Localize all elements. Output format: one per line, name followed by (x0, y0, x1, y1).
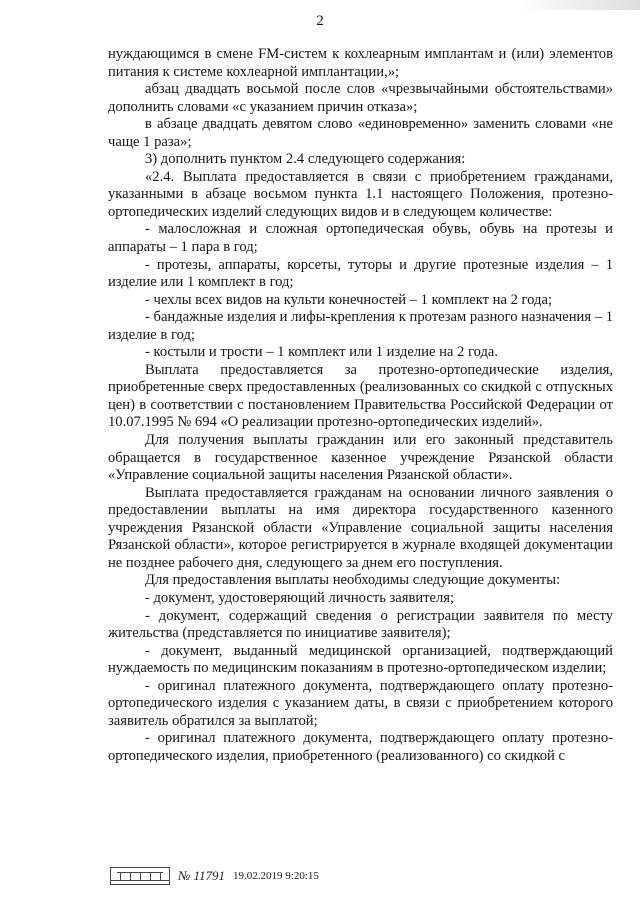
paragraph-payment: Выплата предоставляется за протезно-ортопедические изделия, приобретенные сверх предоставленных (реализованных со скидкой с отпускных цен) в соответствии с постановлением Правительства Российской Федерации от 10.07.1995 № 694 «О реализации протезно-ортопедических изделий». (108, 361, 613, 431)
list-item-crutches: - костыли и трости – 1 комплект или 1 изделие на 2 года. (145, 344, 499, 361)
list-item-bandages: - бандажные изделия и лифы-крепления к протезам разного назначения – 1 изделие в год; (108, 309, 613, 343)
doc-item-payment: - оригинал платежного документа, подтверждающего оплату протезно-ортопедического изделия с указанием даты, в связи с приобретением которого заявитель обратился за выплатой; (108, 677, 613, 729)
doc-item-payment-discount: - оригинал платежного документа, подтверждающего оплату протезно-ортопедического изделия, приобретенного (реализованного) со скидкой с (108, 730, 613, 764)
doc-datetime: 19.02.2019 9:20:15 (233, 870, 319, 882)
paragraph-statement: Выплата предоставляется гражданам на основании личного заявления о предоставлении выплаты на имя директора государственного казенного учреждения Рязанской области «Управление социальной защиты населения Рязанской области», которое регистрируется в журнале входящей документации не позднее рабочего дня, следующего за днем его поступления. (108, 484, 613, 571)
paragraph-4: 3) дополнить пунктом 2.4 следующего содержания: (145, 151, 466, 168)
scan-edge-mark (520, 0, 640, 10)
paragraph-application: Для получения выплаты гражданин или его законный представитель обращается в государственное казенное учреждение Рязанской области «Управление социальной защиты населения Рязанской области». (108, 432, 613, 484)
list-item-footwear: - малосложная и сложная ортопедическая обувь, обувь на протезы и аппараты – 1 пара в год; (108, 221, 613, 256)
paragraph-3: в абзаце двадцать девятом слово «единовременно» заменить словами «не чаще 1 раза»; (108, 116, 613, 150)
footer (110, 866, 319, 886)
doc-item-identity: - документ, удостоверяющий личность заявителя; (145, 589, 455, 606)
document-body (108, 46, 613, 765)
list-item-prostheses: - протезы, аппараты, корсеты, туторы и другие протезные изделия – 1 изделие или 1 комплект в год; (108, 256, 613, 291)
paragraph-1: нуждающимся в смене FM-систем к кохлеарным имплантам и (или) элементов питания к системе кохлеарной имплантации,»; (108, 46, 613, 80)
doc-item-medical: - документ, выданный медицинской организацией, подтверждающий нуждаемость по медицинским показаниям в протезно-ортопедическом изделии; (108, 642, 613, 677)
list-item-covers: - чехлы всех видов на культи конечностей – 1 комплект на 2 года; (145, 291, 553, 308)
paragraph-5: «2.4. Выплата предоставляется в связи с приобретением гражданами, указанными в абзаце восьмом пункта 1.1 настоящего Положения, протезно-ортопедических изделий следующих видов и в следующем количестве: (108, 168, 613, 220)
page-number: 2 (316, 13, 324, 29)
paragraph-2: абзац двадцать восьмой после слов «чрезвычайными обстоятельствами» дополнить словами «с указанием причин отказа»; (108, 81, 613, 115)
doc-item-registration: - документ, содержащий сведения о регистрации заявителя по месту жительства (представляется по инициативе заявителя); (108, 607, 613, 642)
doc-number: № 11791 (178, 868, 226, 883)
paragraph-documents: Для предоставления выплаты необходимы следующие документы: (145, 572, 561, 589)
building-stamp-icon (110, 867, 170, 885)
